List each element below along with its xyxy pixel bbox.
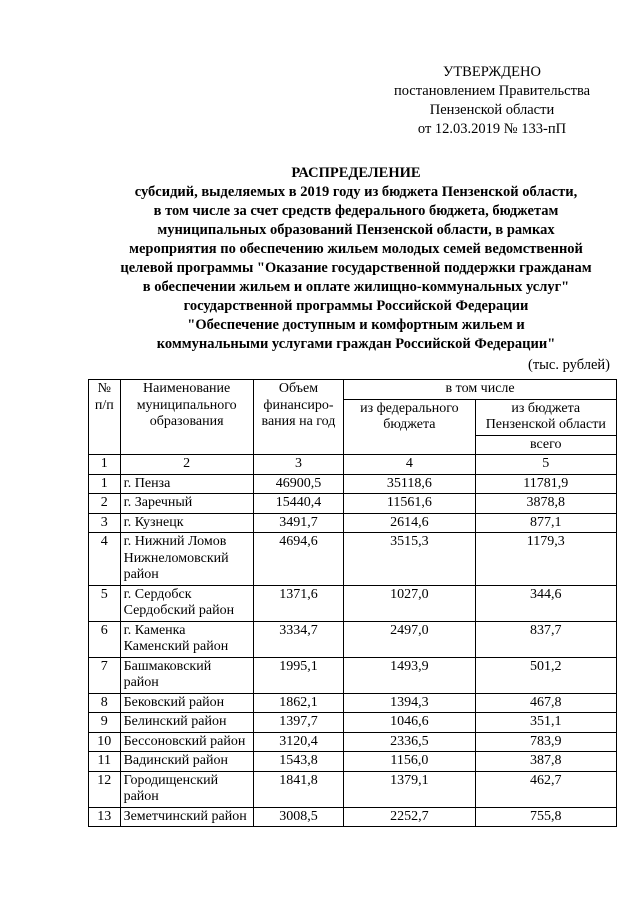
row-volume: 15440,4 <box>253 494 343 514</box>
row-federal: 2614,6 <box>344 513 475 533</box>
row-volume: 1841,8 <box>253 771 343 807</box>
row-regional: 501,2 <box>475 657 616 693</box>
row-num: 8 <box>89 693 121 713</box>
column-number: 5 <box>475 455 616 475</box>
row-federal: 1394,3 <box>344 693 475 713</box>
title-line: целевой программы "Оказание государственной поддержки гражданам <box>120 260 592 276</box>
title-line: "Обеспечение доступным и комфортным жильем и <box>187 317 525 333</box>
column-number: 2 <box>120 455 253 475</box>
table-row <box>89 585 617 621</box>
table-row <box>89 494 617 514</box>
row-volume: 4694,6 <box>253 533 343 586</box>
row-num: 12 <box>89 771 121 807</box>
row-num: 3 <box>89 513 121 533</box>
column-number: 1 <box>89 455 121 475</box>
column-number: 3 <box>253 455 343 475</box>
row-name: Вадинский район <box>120 752 253 772</box>
row-regional: 1179,3 <box>475 533 616 586</box>
row-name: г. Сердобск Сердобский район <box>120 585 253 621</box>
title-line: муниципальных образований Пензенской области, в рамках <box>157 222 555 238</box>
row-regional: 11781,9 <box>475 474 616 494</box>
approval-region: Пензенской области <box>429 102 555 118</box>
row-num: 4 <box>89 533 121 586</box>
row-num: 1 <box>89 474 121 494</box>
row-name: Бессоновский район <box>120 732 253 752</box>
row-name: Земетчинский район <box>120 807 253 827</box>
row-name: Бековский район <box>120 693 253 713</box>
row-federal: 1027,0 <box>344 585 475 621</box>
row-num: 5 <box>89 585 121 621</box>
row-num: 11 <box>89 752 121 772</box>
row-volume: 1995,1 <box>253 657 343 693</box>
title-line: государственной программы Российской Федерации <box>183 298 529 314</box>
row-num: 6 <box>89 621 121 657</box>
table-row <box>89 807 617 827</box>
row-name: г. Кузнецк <box>120 513 253 533</box>
approval-authority: постановлением Правительства <box>393 83 591 99</box>
table-row <box>89 752 617 772</box>
row-federal: 11561,6 <box>344 494 475 514</box>
row-num: 10 <box>89 732 121 752</box>
row-regional: 351,1 <box>475 713 616 733</box>
approval-date-number: от 12.03.2019 № 133-пП <box>417 121 567 137</box>
header-regional: из бюджета Пензенской области <box>475 399 616 435</box>
title-heading: РАСПРЕДЕЛЕНИЕ <box>291 165 421 181</box>
row-federal: 2497,0 <box>344 621 475 657</box>
table-row <box>89 513 617 533</box>
row-num: 9 <box>89 713 121 733</box>
header-num: № п/п <box>89 380 121 455</box>
row-volume: 1397,7 <box>253 713 343 733</box>
header-volume: Объем финансиро-вания на год <box>253 380 343 455</box>
row-federal: 1379,1 <box>344 771 475 807</box>
row-num: 7 <box>89 657 121 693</box>
row-federal: 2336,5 <box>344 732 475 752</box>
row-volume: 3491,7 <box>253 513 343 533</box>
header-total: всего <box>475 435 616 455</box>
row-volume: 1862,1 <box>253 693 343 713</box>
title-line: коммунальными услугами граждан Российской Федерации" <box>156 336 556 352</box>
row-regional: 467,8 <box>475 693 616 713</box>
units-label: (тыс. рублей) <box>528 357 610 373</box>
table-row <box>89 771 617 807</box>
approval-block <box>372 63 612 139</box>
row-regional: 462,7 <box>475 771 616 807</box>
row-regional: 877,1 <box>475 513 616 533</box>
row-federal: 3515,3 <box>344 533 475 586</box>
row-federal: 35118,6 <box>344 474 475 494</box>
row-regional: 837,7 <box>475 621 616 657</box>
approval-status: УТВЕРЖДЕНО <box>443 64 541 80</box>
row-federal: 2252,7 <box>344 807 475 827</box>
row-volume: 3008,5 <box>253 807 343 827</box>
row-num: 13 <box>89 807 121 827</box>
row-volume: 1543,8 <box>253 752 343 772</box>
row-regional: 387,8 <box>475 752 616 772</box>
row-name: Городищенский район <box>120 771 253 807</box>
subsidy-table <box>88 379 617 827</box>
table-row <box>89 474 617 494</box>
row-regional: 783,9 <box>475 732 616 752</box>
row-federal: 1046,6 <box>344 713 475 733</box>
row-name: Белинский район <box>120 713 253 733</box>
table-row <box>89 533 617 586</box>
table-header-row <box>89 380 617 400</box>
title-line: в том числе за счет средств федерального бюджета, бюджетам <box>153 203 559 219</box>
row-name: г. Нижний Ломов Нижнеломовский район <box>120 533 253 586</box>
table-row <box>89 657 617 693</box>
row-regional: 755,8 <box>475 807 616 827</box>
header-federal: из федерального бюджета <box>344 399 475 455</box>
document-title <box>96 164 616 354</box>
title-line: мероприятия по обеспечению жильем молодых семей ведомственной <box>129 241 583 257</box>
header-name: Наименование муниципального образования <box>120 380 253 455</box>
column-number-row <box>89 455 617 475</box>
row-federal: 1156,0 <box>344 752 475 772</box>
title-line: в обеспечении жильем и оплате жилищно-коммунальных услуг" <box>142 279 570 295</box>
row-volume: 3120,4 <box>253 732 343 752</box>
row-volume: 46900,5 <box>253 474 343 494</box>
title-line: субсидий, выделяемых в 2019 году из бюджета Пензенской области, <box>134 184 578 200</box>
header-including: в том числе <box>344 380 617 400</box>
row-regional: 344,6 <box>475 585 616 621</box>
row-name: Башмаковский район <box>120 657 253 693</box>
row-federal: 1493,9 <box>344 657 475 693</box>
row-num: 2 <box>89 494 121 514</box>
table-row <box>89 732 617 752</box>
row-name: г. Заречный <box>120 494 253 514</box>
row-volume: 1371,6 <box>253 585 343 621</box>
row-name: г. Каменка Каменский район <box>120 621 253 657</box>
row-volume: 3334,7 <box>253 621 343 657</box>
column-number: 4 <box>344 455 475 475</box>
table-row <box>89 693 617 713</box>
row-name: г. Пенза <box>120 474 253 494</box>
table-row <box>89 621 617 657</box>
row-regional: 3878,8 <box>475 494 616 514</box>
table-row <box>89 713 617 733</box>
